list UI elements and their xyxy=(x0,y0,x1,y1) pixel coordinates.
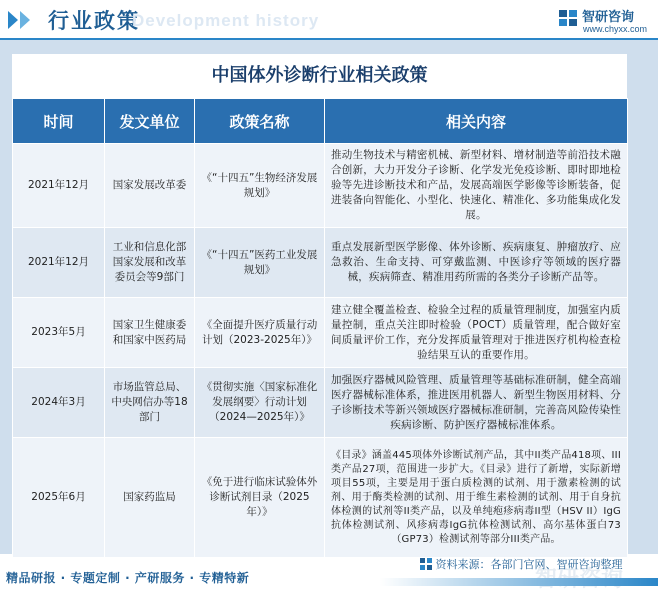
brand-name: 智研咨询 xyxy=(582,10,635,25)
brand-logo-icon xyxy=(558,8,578,28)
table-row xyxy=(13,298,628,368)
footer-tagline: 精品研报 · 专题定制 · 产研服务 · 专精特新 xyxy=(6,571,250,585)
cell-issuer: 国家发展改革委 xyxy=(105,144,195,228)
cell-content: 建立健全覆盖检查、检验全过程的质量管理制度，加强室内质量控制，重点关注即时检验（POCT）质量管理，配合做好室间质量评价工作，充分发挥质量管理对于推进医疗机构检查检验结果互认的重要作用。 xyxy=(325,298,628,368)
cell-issuer: 国家卫生健康委和国家中医药局 xyxy=(105,298,195,368)
column-header-time: 时间 xyxy=(13,99,105,144)
page-header xyxy=(0,0,658,40)
cell-policy: 《免于进行临床试验体外诊断试剂目录（2025年）》 xyxy=(195,438,325,558)
cell-time: 2024年3月 xyxy=(13,368,105,438)
table-row xyxy=(13,228,628,298)
cell-policy: 《“十四五”医药工业发展规划》 xyxy=(195,228,325,298)
footer-bar xyxy=(0,568,658,590)
brand-url: www.chyxx.com xyxy=(583,24,648,34)
cell-time: 2021年12月 xyxy=(13,228,105,298)
cell-content: 重点发展新型医学影像、体外诊断、疾病康复、肿瘤放疗、应急救治、生命支持、可穿戴监测、中医诊疗等领域的医疗器械，疾病筛查、精准用药所需的各类分子诊断产品等。 xyxy=(325,228,628,298)
policy-table xyxy=(12,98,628,558)
cell-time: 2023年5月 xyxy=(13,298,105,368)
header-arrow-icon xyxy=(8,11,32,33)
section-subtitle-watermark: Development history xyxy=(132,11,320,30)
card-title: 中国体外诊断行业相关政策 xyxy=(211,65,428,86)
column-header-issuer: 发文单位 xyxy=(105,99,195,144)
data-source-text: 资料来源：各部门官网、智研咨询整理 xyxy=(435,558,623,571)
cell-issuer: 市场监管总局、中央网信办等18部门 xyxy=(105,368,195,438)
cell-policy: 《贯彻实施〈国家标准化发展纲要〉行动计划（2024—2025年）》 xyxy=(195,368,325,438)
cell-content: 加强医疗器械风险管理、质量管理等基础标准研制，健全高端医疗器械标准体系，推进医用机器人、新型生物医用材料、分子诊断技术等新兴领域医疗器械标准研制，完善高风险传染性疾病诊断、防护医疗器械标准体系。 xyxy=(325,368,628,438)
section-title: 行业政策 xyxy=(48,9,140,33)
cell-time: 2025年6月 xyxy=(13,438,105,558)
column-header-policy: 政策名称 xyxy=(195,99,325,144)
cell-content: 《目录》涵盖445项体外诊断试剂产品，其中II类产品418项、III类产品27项，范围进一步扩大。《目录》进行了新增，实际新增项目55项，主要是用于蛋白质检测的试剂、用于激素检测的试剂、用于酶类检测的试剂、用于维生素检测的试剂、用于自身抗体检测的试剂等II类产品，以及单纯疱疹病毒II型（HSV II）IgG抗体检测试剂、风疹病毒IgG抗体检测试剂、高尔基体蛋白73（GP73）检测试剂等部分III类产品。 xyxy=(325,438,628,558)
cell-issuer: 国家药监局 xyxy=(105,438,195,558)
content-frame xyxy=(0,40,658,554)
cell-time: 2021年12月 xyxy=(13,144,105,228)
table-row xyxy=(13,438,628,558)
cell-issuer: 工业和信息化部 国家发展和改革委员会等9部门 xyxy=(105,228,195,298)
footer-stripe xyxy=(380,578,658,586)
table-header-row xyxy=(13,99,628,144)
cell-content: 推动生物技术与精密机械、新型材料、增材制造等前沿技术融合创新，大力开发分子诊断、化学发光免疫诊断、即时即地检验等先进诊断技术和产品，发展高端医学影像等诊断装备，促进装备向智能化、小型化、快速化、精准化、多功能集成化发展。 xyxy=(325,144,628,228)
cell-policy: 《全面提升医疗质量行动计划（2023-2025年）》 xyxy=(195,298,325,368)
cell-policy: 《“十四五”生物经济发展规划》 xyxy=(195,144,325,228)
table-row xyxy=(13,368,628,438)
table-row xyxy=(13,144,628,228)
column-header-content: 相关内容 xyxy=(325,99,628,144)
